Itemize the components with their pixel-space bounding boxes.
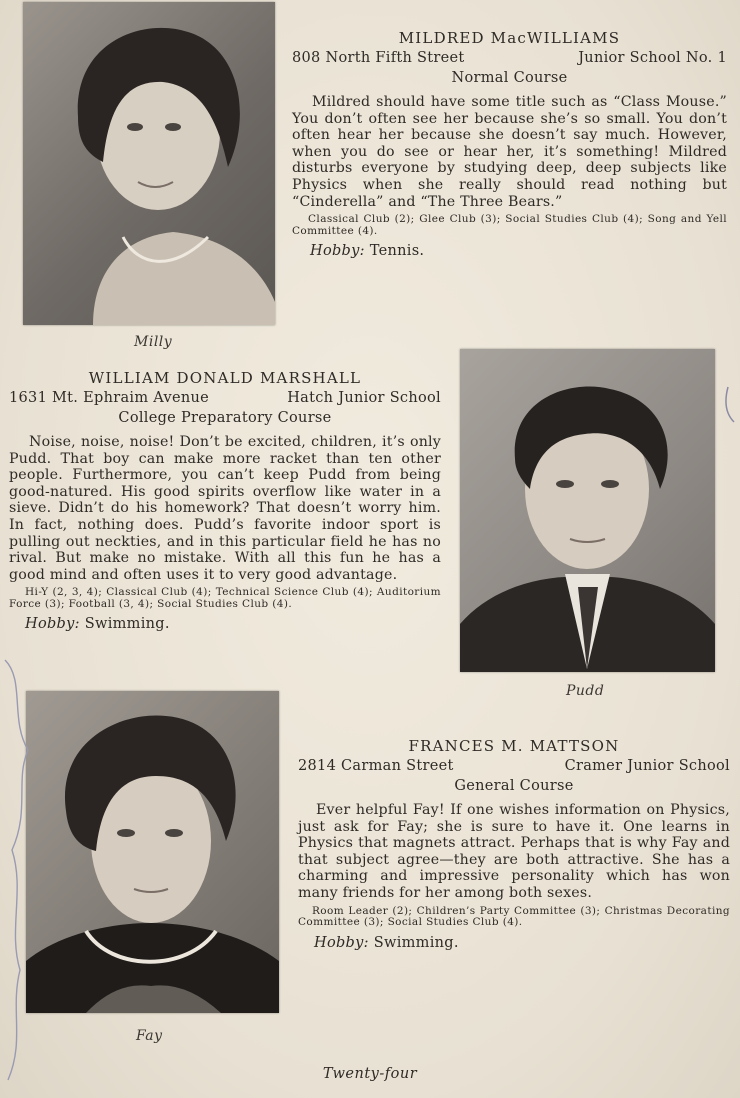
street-address: 1631 Mt. Ephraim Avenue <box>9 390 209 406</box>
hobby-value: Swimming. <box>84 616 170 633</box>
nickname-caption: Fay <box>136 1028 163 1044</box>
portrait-photo-mildred <box>23 2 275 325</box>
address-row <box>9 388 441 408</box>
activities-list: Classical Club (2); Glee Club (3); Social Studies Club (4); Song and Yell Committee (4). <box>292 213 727 237</box>
hobby-label: Hobby: <box>25 616 80 633</box>
activities-list: Room Leader (2); Children’s Party Committee (3); Christmas Decorating Committee (3); Social Studies Club (4). <box>298 904 730 929</box>
student-entry-william <box>9 368 441 634</box>
student-name: MILDRED MacWILLIAMS <box>398 29 621 47</box>
course-name: Normal Course <box>451 70 568 86</box>
margin-mark <box>722 382 740 432</box>
portrait-photo-frances <box>26 691 279 1013</box>
portrait-figure <box>23 2 275 325</box>
street-address: 808 North Fifth Street <box>292 50 465 66</box>
handwriting-scribble <box>0 640 40 1098</box>
nickname-caption: Pudd <box>566 683 605 699</box>
portrait-figure <box>26 691 279 1013</box>
student-name: FRANCES M. MATTSON <box>408 737 620 755</box>
portrait-photo-william <box>460 349 715 672</box>
page-number-footer: Twenty-four <box>322 1066 418 1082</box>
biography-text: Noise, noise, noise! Don’t be excited, children, it’s only Pudd. That boy can make more racket than ten other people. Furthermore, you can’t keep Pudd from being good-natured. His good spirits overflow like water in a sieve. Didn’t do his homework? That doesn’t worry him. In fact, nothing does. Pudd’s favorite indoor sport is pulling out neckties, and in this particular field he has no rival. But make no mistake. With all this fun he has a good mind and often uses it to very good advantage. <box>9 434 441 583</box>
student-name: WILLIAM DONALD MARSHALL <box>88 369 362 387</box>
hobby-line <box>298 933 730 953</box>
junior-school: Hatch Junior School <box>287 390 441 406</box>
course-name: General Course <box>454 778 574 794</box>
course-name: College Preparatory Course <box>118 410 332 426</box>
street-address: 2814 Carman Street <box>298 758 454 774</box>
address-row <box>292 48 727 68</box>
junior-school: Junior School No. 1 <box>578 50 727 66</box>
portrait-figure <box>460 349 715 672</box>
biography-text: Mildred should have some title such as “Class Mouse.” You don’t often see her because she’s so small. You don’t often hear her because she doesn’t say much. However, when you do see or hear her, it’s something! Mildred disturbs everyone by studying deep, deep subjects like Physics when she really should read nothing but “Cinderella” and “The Three Bears.” <box>292 94 727 210</box>
student-entry-frances <box>298 736 730 953</box>
hobby-label: Hobby: <box>314 934 369 951</box>
student-entry-mildred <box>292 28 727 261</box>
hobby-value: Swimming. <box>373 934 459 951</box>
hobby-line <box>292 241 727 261</box>
address-row <box>298 756 730 776</box>
activities-list: Hi-Y (2, 3, 4); Classical Club (4); Technical Science Club (4); Auditorium Force (3); Football (3, 4); Social Studies Club (4). <box>9 586 441 610</box>
nickname-caption: Milly <box>134 334 173 350</box>
hobby-line <box>9 614 441 634</box>
junior-school: Cramer Junior School <box>564 758 730 774</box>
biography-text: Ever helpful Fay! If one wishes information on Physics, just ask for Fay; she is sure to have it. One learns in Physics that magnets attract. Perhaps that is why Fay and that subject agree—they are both attractive. She has a charming and impressive personality which has won many friends for her among both sexes. <box>298 802 730 901</box>
hobby-value: Tennis. <box>369 243 425 260</box>
hobby-label: Hobby: <box>310 243 365 260</box>
